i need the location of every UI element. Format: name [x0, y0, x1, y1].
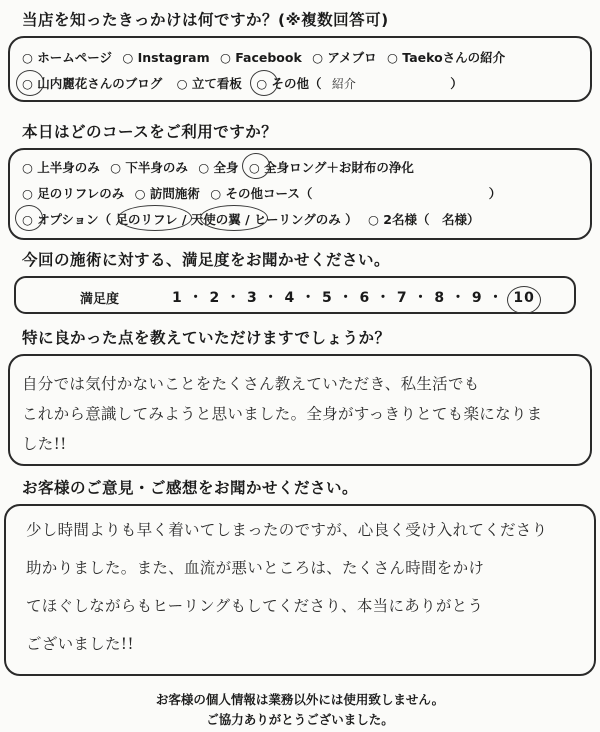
- satisfaction-box: [14, 276, 576, 314]
- other-close-paren: ）: [450, 76, 463, 91]
- option-foot-reflex[interactable]: ○ 足のリフレのみ: [22, 186, 125, 201]
- q2-row-2: [22, 184, 501, 202]
- option-two-guests[interactable]: ○ 2名様（ 名様）: [368, 212, 480, 227]
- answer-box-1: [8, 36, 592, 102]
- selection-circle: [118, 205, 192, 231]
- q2-row-1: [22, 158, 420, 176]
- answer-4-line-3: した!!: [22, 435, 67, 453]
- option-homepage[interactable]: ○ ホームページ: [22, 50, 113, 65]
- option-full-long-wallet[interactable]: ○ 全身ロング＋お財布の浄化: [249, 158, 414, 176]
- option-other[interactable]: ○ その他（: [256, 74, 321, 92]
- q2-row-3: [22, 210, 485, 228]
- selection-circle: [242, 153, 270, 179]
- answer-4-line-1: 自分では気付かないことをたくさん教えていただき、私生活でも: [22, 375, 480, 393]
- question-5-title: お客様のご意見・ご感想をお聞かせください。: [22, 479, 359, 497]
- option-upper-body[interactable]: ○ 上半身のみ: [22, 160, 100, 175]
- other-handwritten-text: 紹介: [331, 77, 356, 91]
- answer-5-line-3: てほぐしながらもヒーリングもしてくださり、本当にありがとう: [26, 597, 484, 615]
- privacy-notice: お客様の個人情報は業務以外には使用致しません。: [155, 692, 445, 707]
- option-yamauchi-blog[interactable]: ○ 山内麗花さんのブログ: [22, 74, 162, 92]
- answer-5-line-2: 助かりました。また、血流が悪いところは、たくさん時間をかけ: [26, 559, 485, 577]
- selection-circle: [507, 286, 541, 314]
- selection-circle: [15, 205, 43, 231]
- selection-circle: [16, 70, 44, 96]
- option-ameblo[interactable]: ○ アメブロ: [312, 50, 377, 65]
- option-other-course[interactable]: ○ その他コース（: [210, 186, 313, 201]
- option-signboard[interactable]: ○ 立て看板: [176, 76, 242, 91]
- option-taeko-referral[interactable]: ○ Taekoさんの紹介: [387, 50, 506, 65]
- option-visit[interactable]: ○ 訪問施術: [134, 186, 200, 201]
- scale-values[interactable]: 1 ・ 2 ・ 3 ・ 4 ・ 5 ・ 6 ・ 7 ・ 8 ・ 9 ・: [172, 290, 504, 306]
- answer-5-line-4: ございました!!: [26, 635, 134, 653]
- answer-5-line-1: 少し時間よりも早く着いてしまったのですが、心良く受け入れてくださり: [26, 521, 548, 539]
- answer-4-line-2: これから意識してみようと思いました。全身がすっきりとても楽になりま: [22, 405, 543, 423]
- option-optional[interactable]: ○ オプション（ 足のリフレ / 天使の翼 / ヒーリングのみ ）: [22, 210, 358, 228]
- selection-circle: [200, 205, 268, 231]
- question-4-title: 特に良かった点を教えていただけますでしょうか？: [22, 329, 391, 347]
- option-full-body[interactable]: ○ 全身: [198, 160, 239, 175]
- q1-row-2: [22, 74, 463, 92]
- option-lower-body[interactable]: ○ 下半身のみ: [110, 160, 188, 175]
- option-facebook[interactable]: ○ Facebook: [219, 50, 302, 65]
- question-2-title: 本日はどのコースをご利用ですか？: [22, 123, 278, 141]
- option-instagram[interactable]: ○ Instagram: [122, 50, 210, 65]
- question-3-title: 今回の施術に対する、満足度をお聞かせください。: [22, 251, 391, 269]
- other-course-close-paren: ）: [488, 186, 502, 201]
- satisfaction-label: 満足度: [80, 292, 120, 307]
- selected-score[interactable]: 10: [513, 290, 534, 306]
- question-1-title: 当店を知ったきっかけは何ですか？(※複数回答可): [22, 11, 389, 29]
- satisfaction-scale: [172, 287, 535, 307]
- q1-row-1: [22, 48, 511, 66]
- thanks-message: ご協力ありがとうございました。: [206, 712, 394, 727]
